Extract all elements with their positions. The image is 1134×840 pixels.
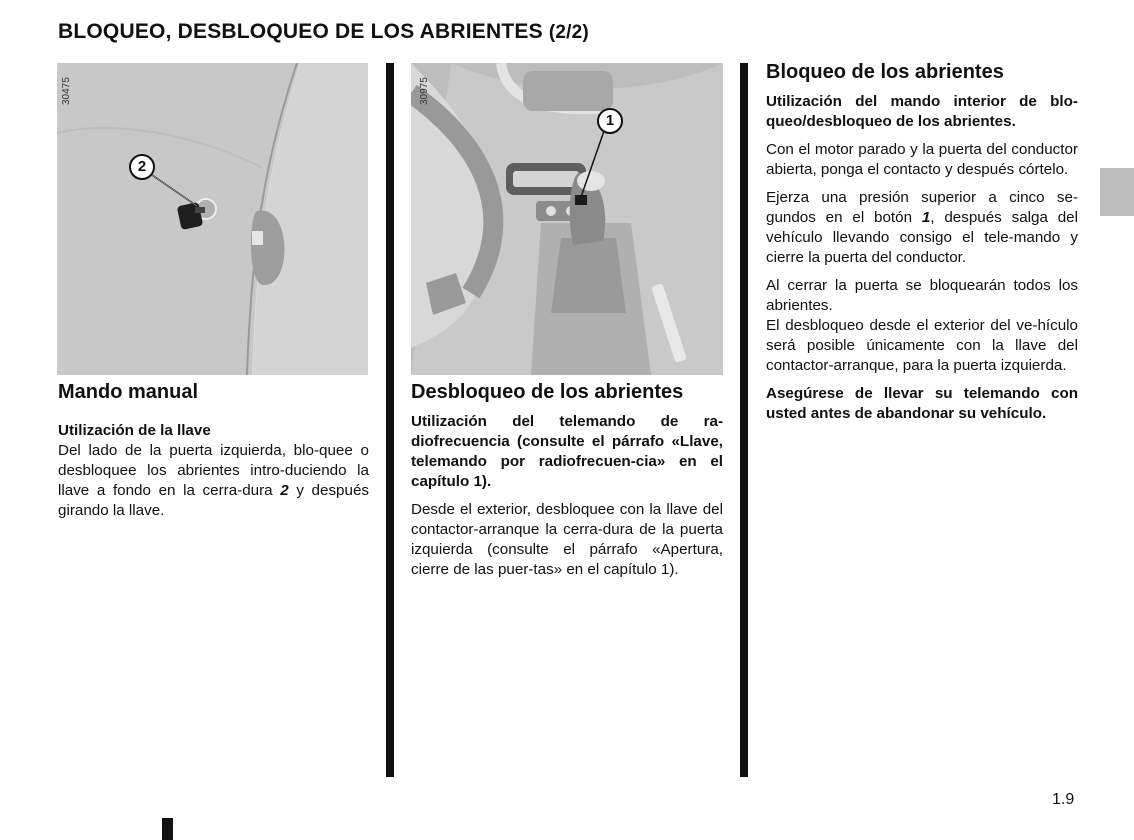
manual-text-before: Del lado de la puerta izquierda, blo-quee o desbloquee los abrientes intro-duciendo la llave a fondo en la cerra-dura bbox=[58, 442, 369, 499]
chapter-tab bbox=[1100, 168, 1134, 216]
page-number: 1.9 bbox=[1052, 791, 1075, 808]
callout-2: 2 bbox=[129, 154, 155, 180]
section-heading-lock: Bloqueo de los abrientes bbox=[766, 61, 1004, 83]
column-divider-right bbox=[740, 63, 748, 777]
print-mark bbox=[162, 818, 173, 840]
callout-leader-2 bbox=[57, 63, 368, 375]
lock-bold-intro: Utilización del mando interior de blo-queo/desbloqueo de los abrientes. bbox=[766, 93, 1078, 130]
lock-paragraph-2 bbox=[766, 188, 1078, 268]
column-divider-left bbox=[386, 63, 394, 777]
figure-code-console: 30975 bbox=[419, 77, 430, 105]
lock-paragraph-3a: Al cerrar la puerta se bloquearán todos los abrientes. bbox=[766, 277, 1078, 314]
page-title-text: BLOQUEO, DESBLOQUEO DE LOS ABRIENTES bbox=[58, 20, 543, 43]
lock-warning: Asegúrese de llevar su telemando con usted antes de abandonar su vehículo. bbox=[766, 385, 1078, 422]
manual-text-after: y después girando la llave. bbox=[58, 482, 369, 519]
door-lock-figure bbox=[57, 63, 368, 375]
unlock-body bbox=[411, 412, 723, 580]
unlock-bold-paragraph: Utilización del telemando de ra-diofrecuencia (consulte el párrafo «Llave, telemando por radiofrecuen-cia» en el capítulo 1). bbox=[411, 413, 723, 490]
manual-body bbox=[58, 421, 369, 521]
console-figure bbox=[411, 63, 723, 375]
manual-text-ref: 2 bbox=[280, 482, 289, 499]
unlock-paragraph: Desde el exterior, desbloquee con la llave del contactor-arranque la cerra-dura de la puerta izquierda (consulte el párrafo «Apertura, cierre de las puer-tas» en el capítulo 1). bbox=[411, 501, 723, 578]
manual-paragraph bbox=[58, 441, 369, 521]
page-title-suffix: (2/2) bbox=[548, 22, 589, 43]
section-heading-unlock: Desbloqueo de los abrientes bbox=[411, 381, 684, 403]
lock-paragraph-1: Con el motor parado y la puerta del conductor abierta, ponga el contacto y después córtelo. bbox=[766, 141, 1078, 178]
lock-para2-before: Ejerza una presión superior a cinco se-gundos en el botón bbox=[766, 189, 1078, 226]
lock-para2-after: , después salga del vehículo llevando consigo el tele-mando y cierre la puerta del conductor. bbox=[766, 209, 1079, 266]
lock-body bbox=[766, 92, 1078, 424]
callout-leader-1 bbox=[411, 63, 723, 375]
figure-code-door: 30475 bbox=[61, 77, 72, 105]
section-heading-manual: Mando manual bbox=[58, 381, 199, 403]
lock-para2-ref: 1 bbox=[921, 209, 931, 226]
callout-1: 1 bbox=[597, 108, 623, 134]
manual-subheading: Utilización de la llave bbox=[58, 422, 211, 439]
lock-paragraph-3b: El desbloqueo desde el exterior del ve-hículo será posible únicamente con la llave del contactor-arranque, para la puerta izquierda. bbox=[766, 317, 1078, 374]
page-title bbox=[58, 20, 589, 44]
